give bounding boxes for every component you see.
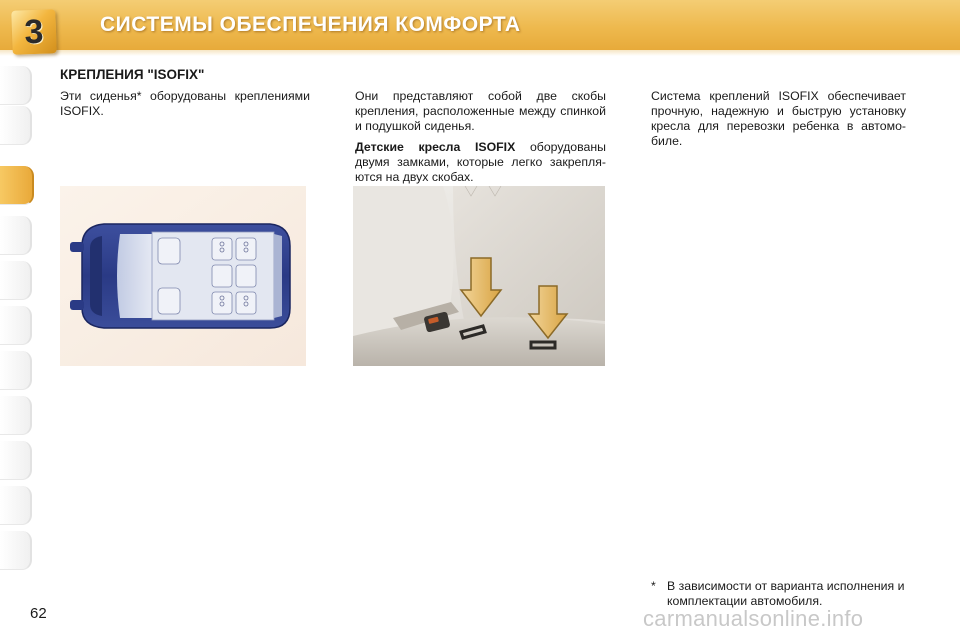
chapter-tab-3-active[interactable] <box>0 166 34 205</box>
mirror-left <box>70 242 84 252</box>
footnote-marker: * <box>651 579 656 593</box>
text-column-1 <box>60 89 310 125</box>
chapter-number: 3 <box>23 12 45 52</box>
text-column-2 <box>355 89 606 191</box>
chapter-tab-11[interactable] <box>0 531 32 570</box>
footnote <box>651 579 926 609</box>
paragraph: Они представляют собой две скобы крепления, расположенные между спинкой и подушкой сиденья. <box>355 89 606 133</box>
mirror-right <box>70 300 84 310</box>
car-top-view-illustration <box>60 186 306 366</box>
chapter-tab-5[interactable] <box>0 261 32 300</box>
chapter-tab-9[interactable] <box>0 441 32 480</box>
header-shadow <box>0 50 960 56</box>
windscreen <box>117 234 152 318</box>
watermark: carmanualsonline.info <box>643 606 864 631</box>
chapter-tab-8[interactable] <box>0 396 32 435</box>
chapter-tab-6[interactable] <box>0 306 32 345</box>
section-title: КРЕПЛЕНИЯ "ISOFIX" <box>60 67 205 82</box>
paragraph: Система креплений ISOFIX обеспечивает прочную, надежную и быструю установку кресла для перевозки ребенка в автомо-биле. <box>651 89 906 148</box>
text-column-3 <box>651 89 906 155</box>
chapter-tab-10[interactable] <box>0 486 32 525</box>
footnote-text: В зависимости от варианта исполнения и комплектации автомобиля. <box>667 579 905 608</box>
chapter-tab-2[interactable] <box>0 106 32 145</box>
chapter-tab-7[interactable] <box>0 351 32 390</box>
chapter-tab-1[interactable] <box>0 66 32 105</box>
chapter-tab-4[interactable] <box>0 216 32 255</box>
paragraph <box>355 140 606 185</box>
paragraph: Эти сиденья* оборудованы креплениями ISOFIX. <box>60 89 310 118</box>
chapter-tabs <box>0 66 32 576</box>
rear-window <box>274 234 282 318</box>
paragraph-rest: оборудованы двумя замками, которые легко закрепля-ются на двух скобах. <box>355 140 606 184</box>
chapter-title: СИСТЕМЫ ОБЕСПЕЧЕНИЯ КОМФОРТА <box>100 13 521 36</box>
chapter-badge <box>11 9 57 55</box>
bold-term: Детские кресла ISOFIX <box>355 140 516 154</box>
page-number: 62 <box>30 605 47 622</box>
isofix-seat-illustration <box>353 186 605 366</box>
